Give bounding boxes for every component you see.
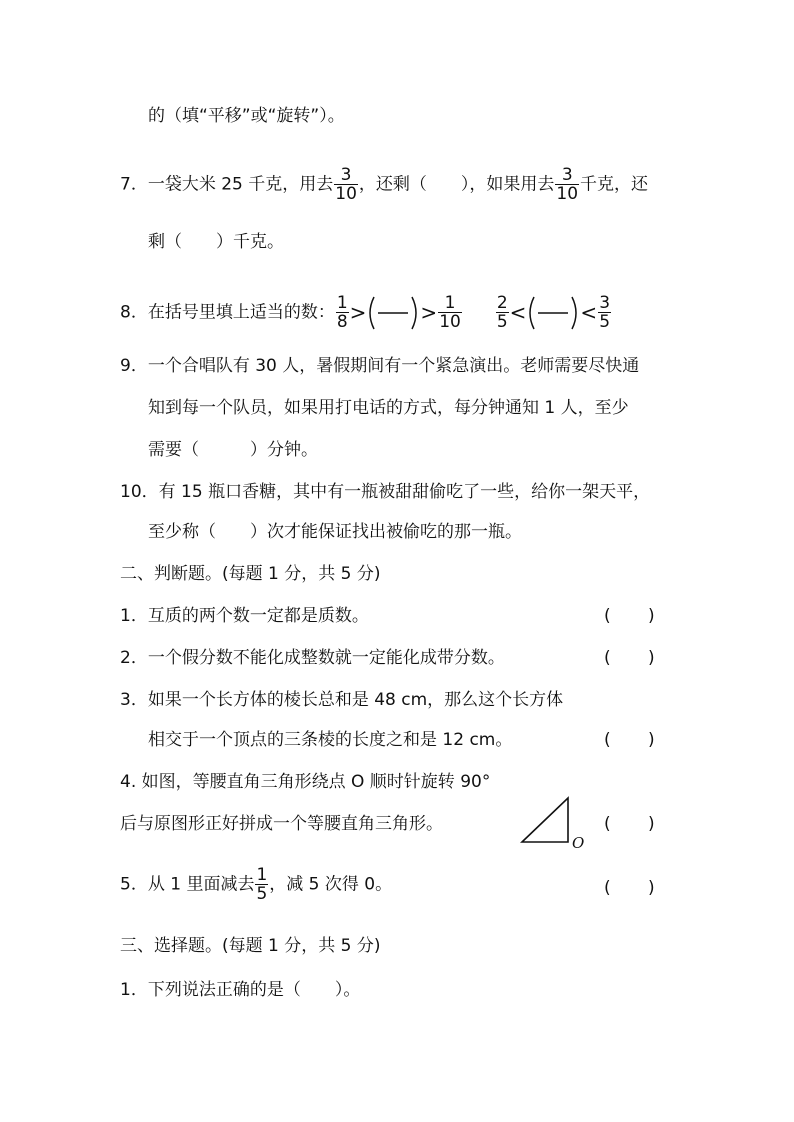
answer-paren-right: ): [648, 814, 655, 834]
fraction-2-5: [496, 294, 509, 331]
question-7: [120, 166, 648, 203]
fraction-denominator: 5: [599, 312, 611, 332]
judgement-5: [120, 866, 392, 903]
fraction-numerator: 3: [599, 293, 611, 313]
fraction-1-8: [336, 294, 349, 331]
fraction-1-5: [255, 866, 268, 903]
q7-continuation: 剩（ ）千克。: [148, 232, 284, 252]
q6-continuation: 的（填“平移”或“旋转”）。: [148, 106, 345, 126]
fraction-3-10: [555, 166, 579, 203]
isosceles-right-triangle-figure: [520, 794, 590, 850]
j5-text-a: 5．从 1 里面减去: [120, 874, 255, 895]
fraction-numerator: 3: [561, 165, 573, 185]
greater-than-sign: >: [349, 300, 367, 325]
answer-paren-right: ): [648, 730, 655, 750]
section-3-title: 三、选择题。(每题 1 分，共 5 分): [120, 936, 381, 956]
answer-paren-left[interactable]: (: [604, 814, 611, 834]
judgement-4: 4. 如图，等腰直角三角形绕点 O 顺时针旋转 90°: [120, 772, 491, 792]
answer-paren-right: ): [648, 606, 655, 626]
q10-line-2: 至少称（ ）次才能保证找出被偷吃的那一瓶。: [148, 522, 522, 542]
answer-paren-right: ): [648, 878, 655, 898]
section-2-title: 二、判断题。(每题 1 分，共 5 分): [120, 564, 381, 584]
j5-text-b: ，减 5 次得 0。: [269, 874, 393, 895]
judgement-3: 3．如果一个长方体的棱长总和是 48 cm，那么这个长方体: [120, 690, 564, 710]
question-8: [120, 294, 612, 331]
fraction-numerator: 1: [444, 293, 456, 313]
fraction-denominator: 5: [496, 312, 508, 332]
fraction-3-5: [598, 294, 611, 331]
fraction-numerator: 3: [340, 165, 352, 185]
fraction-denominator: 8: [336, 312, 348, 332]
answer-paren-left[interactable]: (: [604, 606, 611, 626]
q9-line-3: 需要（ ）分钟。: [148, 440, 318, 460]
fraction-answer-blank[interactable]: [526, 296, 580, 330]
fraction-3-10: [334, 166, 358, 203]
answer-paren-left[interactable]: (: [604, 648, 611, 668]
answer-paren-right: ): [648, 648, 655, 668]
q8-text: 8．在括号里填上适当的数：: [120, 302, 335, 323]
fraction-numerator: 2: [496, 293, 508, 313]
fraction-numerator: 1: [256, 865, 268, 885]
fraction-1-10: [438, 294, 462, 331]
greater-than-sign: >: [420, 300, 438, 325]
answer-paren-left[interactable]: (: [604, 730, 611, 750]
judgement-3-line-2: 相交于一个顶点的三条棱的长度之和是 12 cm。: [148, 730, 513, 750]
fraction-denominator: 10: [439, 312, 461, 332]
fraction-denominator: 10: [335, 184, 357, 204]
judgement-4-line-2: 后与原图形正好拼成一个等腰直角三角形。: [120, 814, 443, 834]
fraction-denominator: 10: [556, 184, 579, 204]
q7-text-b: ，还剩（ ），如果用去: [358, 174, 555, 195]
question-10: 10．有 15 瓶口香糖，其中有一瓶被甜甜偷吃了一些，给你一架天平，: [120, 482, 651, 502]
less-than-sign: <: [580, 300, 598, 325]
fraction-answer-blank[interactable]: [366, 296, 420, 330]
point-o-label: O: [572, 834, 585, 850]
answer-paren-left[interactable]: (: [604, 878, 611, 898]
judgement-2: 2．一个假分数不能化成整数就一定能化成带分数。: [120, 648, 505, 668]
judgement-1: 1．互质的两个数一定都是质数。: [120, 606, 369, 626]
fraction-numerator: 1: [336, 293, 348, 313]
q7-text-c: 千克，还: [580, 174, 649, 195]
fraction-denominator: 5: [256, 884, 268, 904]
q9-line-2: 知到每一个队员，如果用打电话的方式，每分钟通知 1 人，至少: [148, 398, 629, 418]
choice-1: 1．下列说法正确的是（ ）。: [120, 980, 361, 1000]
less-than-sign: <: [509, 300, 527, 325]
question-9: 9．一个合唱队有 30 人，暑假期间有一个紧急演出。老师需要尽快通: [120, 356, 640, 376]
q7-text-a: 7．一袋大米 25 千克，用去: [120, 174, 334, 195]
